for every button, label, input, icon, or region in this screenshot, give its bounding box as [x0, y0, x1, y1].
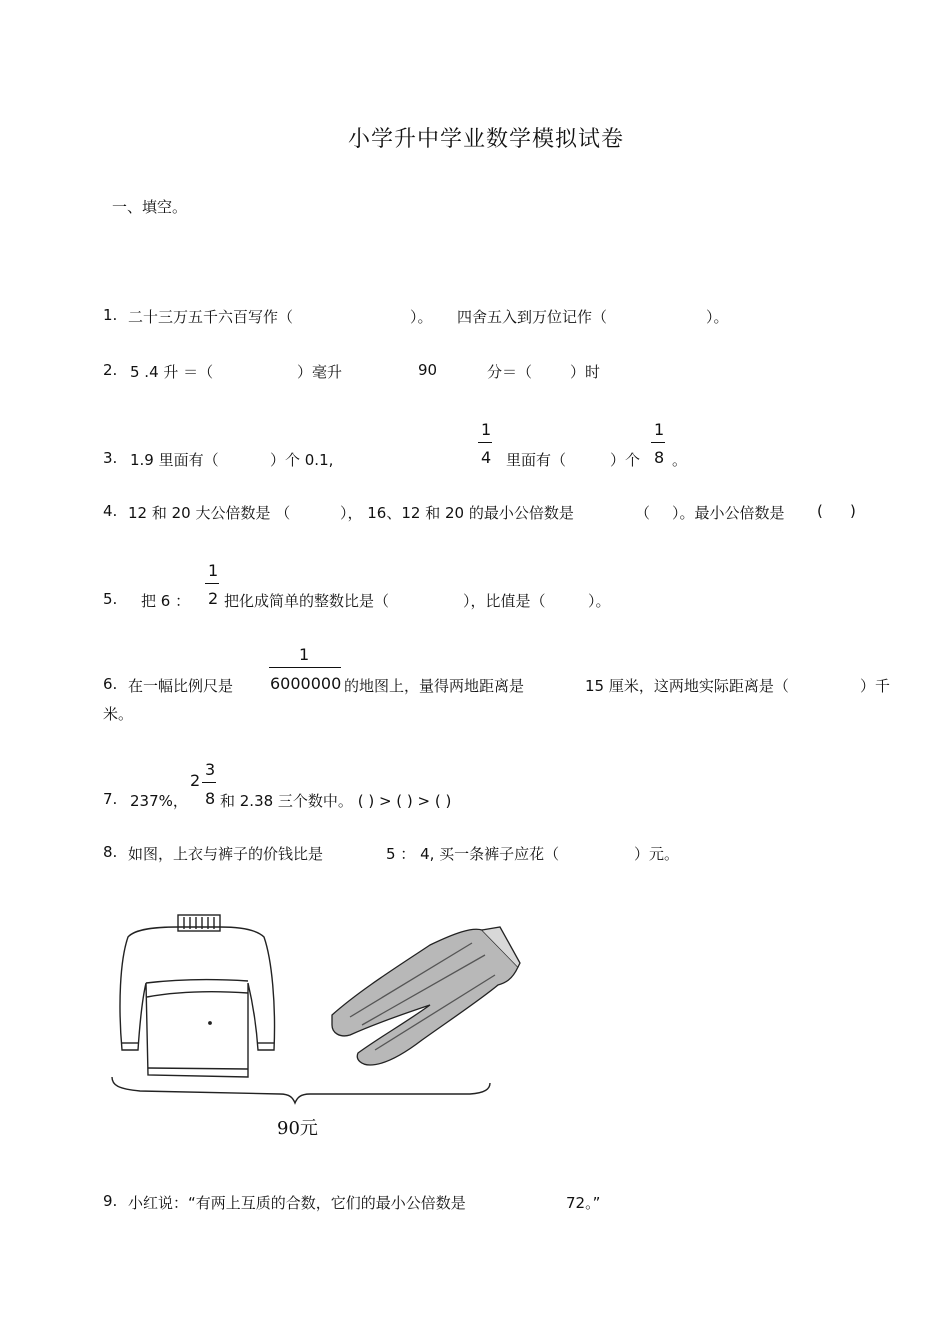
question-number: 7. — [103, 790, 118, 808]
fraction-bar — [269, 667, 341, 668]
pants-icon — [332, 927, 520, 1065]
question-text: 90 — [418, 361, 438, 379]
question-text: ( — [817, 502, 823, 520]
fraction-numerator: 1 — [481, 420, 492, 439]
question-text: 12 和 20 大公倍数是 （ — [128, 504, 291, 522]
question-text: 把化成简单的整数比是（ — [224, 592, 390, 610]
question-number: 1. — [103, 306, 118, 324]
mixed-number-whole: 2 — [190, 771, 201, 790]
question-text: 分＝（ — [487, 363, 533, 381]
question-text: 小红说：“有两上互质的合数，它们的最小公倍数是 — [128, 1194, 466, 1212]
question-text: 72。” — [566, 1194, 601, 1212]
question-text: ）个 — [610, 451, 641, 469]
fraction-numerator: 1 — [299, 645, 310, 664]
question-number: 8. — [103, 843, 118, 861]
question-text: ）。 — [410, 308, 433, 326]
section-heading: 一、填空。 — [112, 198, 188, 216]
price-label: 90元 — [277, 1118, 318, 1139]
question-number: 5. — [103, 590, 118, 608]
question-text: ）元。 — [634, 845, 680, 863]
fraction-denominator: 6000000 — [270, 674, 342, 693]
fraction-numerator: 3 — [205, 760, 216, 779]
question-text: ）个 0.1, — [270, 451, 334, 469]
question-number: 4. — [103, 502, 118, 520]
question-text: ）。最小公倍数是 — [672, 504, 785, 522]
question-text: ）时 — [570, 363, 601, 381]
question-text: 15 厘米，这两地实际距离是（ — [585, 677, 789, 695]
question-number: 6. — [103, 675, 118, 693]
page-title: 小学升中学业数学模拟试卷 — [348, 127, 625, 152]
question-text: 和 2.38 三个数中。 ( ) > ( ) > ( ) — [220, 792, 452, 810]
question-text: ）毫升 — [297, 363, 343, 381]
question-text: ），比值是（ — [463, 592, 546, 610]
fraction-numerator: 1 — [208, 561, 219, 580]
question-text: 5 .4 升 ＝（ — [130, 363, 214, 381]
question-text: ）， 16、12 和 20 的最小公倍数是 — [340, 504, 574, 522]
fraction-denominator: 8 — [205, 789, 216, 808]
question-text: 237%， — [130, 792, 188, 810]
question-text: 。 — [672, 451, 688, 469]
question-text: 把 6 ： — [141, 592, 191, 610]
question-text: 米。 — [103, 705, 134, 723]
fraction-denominator: 2 — [208, 589, 219, 608]
clothing-illustration — [100, 905, 530, 1145]
question-text: ）千 — [860, 677, 891, 695]
sweater-icon — [120, 915, 275, 1077]
question-text: 5 ： 4, 买一条裤子应花（ — [386, 845, 560, 863]
question-text: ）。 — [588, 592, 611, 610]
question-text: 1.9 里面有（ — [130, 451, 219, 469]
question-number: 2. — [103, 361, 118, 379]
fraction-bar — [202, 782, 216, 783]
question-text: 的地图上，量得两地距离是 — [344, 677, 525, 695]
fraction-bar — [205, 583, 219, 584]
question-text: 如图，上衣与裤子的价钱比是 — [128, 845, 324, 863]
fraction-denominator: 4 — [481, 448, 492, 467]
question-number: 9. — [103, 1192, 118, 1210]
question-text: 在一幅比例尺是 — [128, 677, 234, 695]
question-text: ）。 — [706, 308, 729, 326]
fraction-denominator: 8 — [654, 448, 665, 467]
question-text: （ — [635, 504, 651, 522]
question-text: 里面有（ — [506, 451, 567, 469]
fraction-numerator: 1 — [654, 420, 665, 439]
fraction-bar — [651, 442, 665, 443]
question-text: 四舍五入到万位记作（ — [457, 308, 608, 326]
question-number: 3. — [103, 449, 118, 467]
question-text: ) — [850, 502, 856, 520]
question-text: 二十三万五千六百写作（ — [128, 308, 294, 326]
fraction-bar — [478, 442, 492, 443]
brace-icon — [112, 1077, 490, 1103]
